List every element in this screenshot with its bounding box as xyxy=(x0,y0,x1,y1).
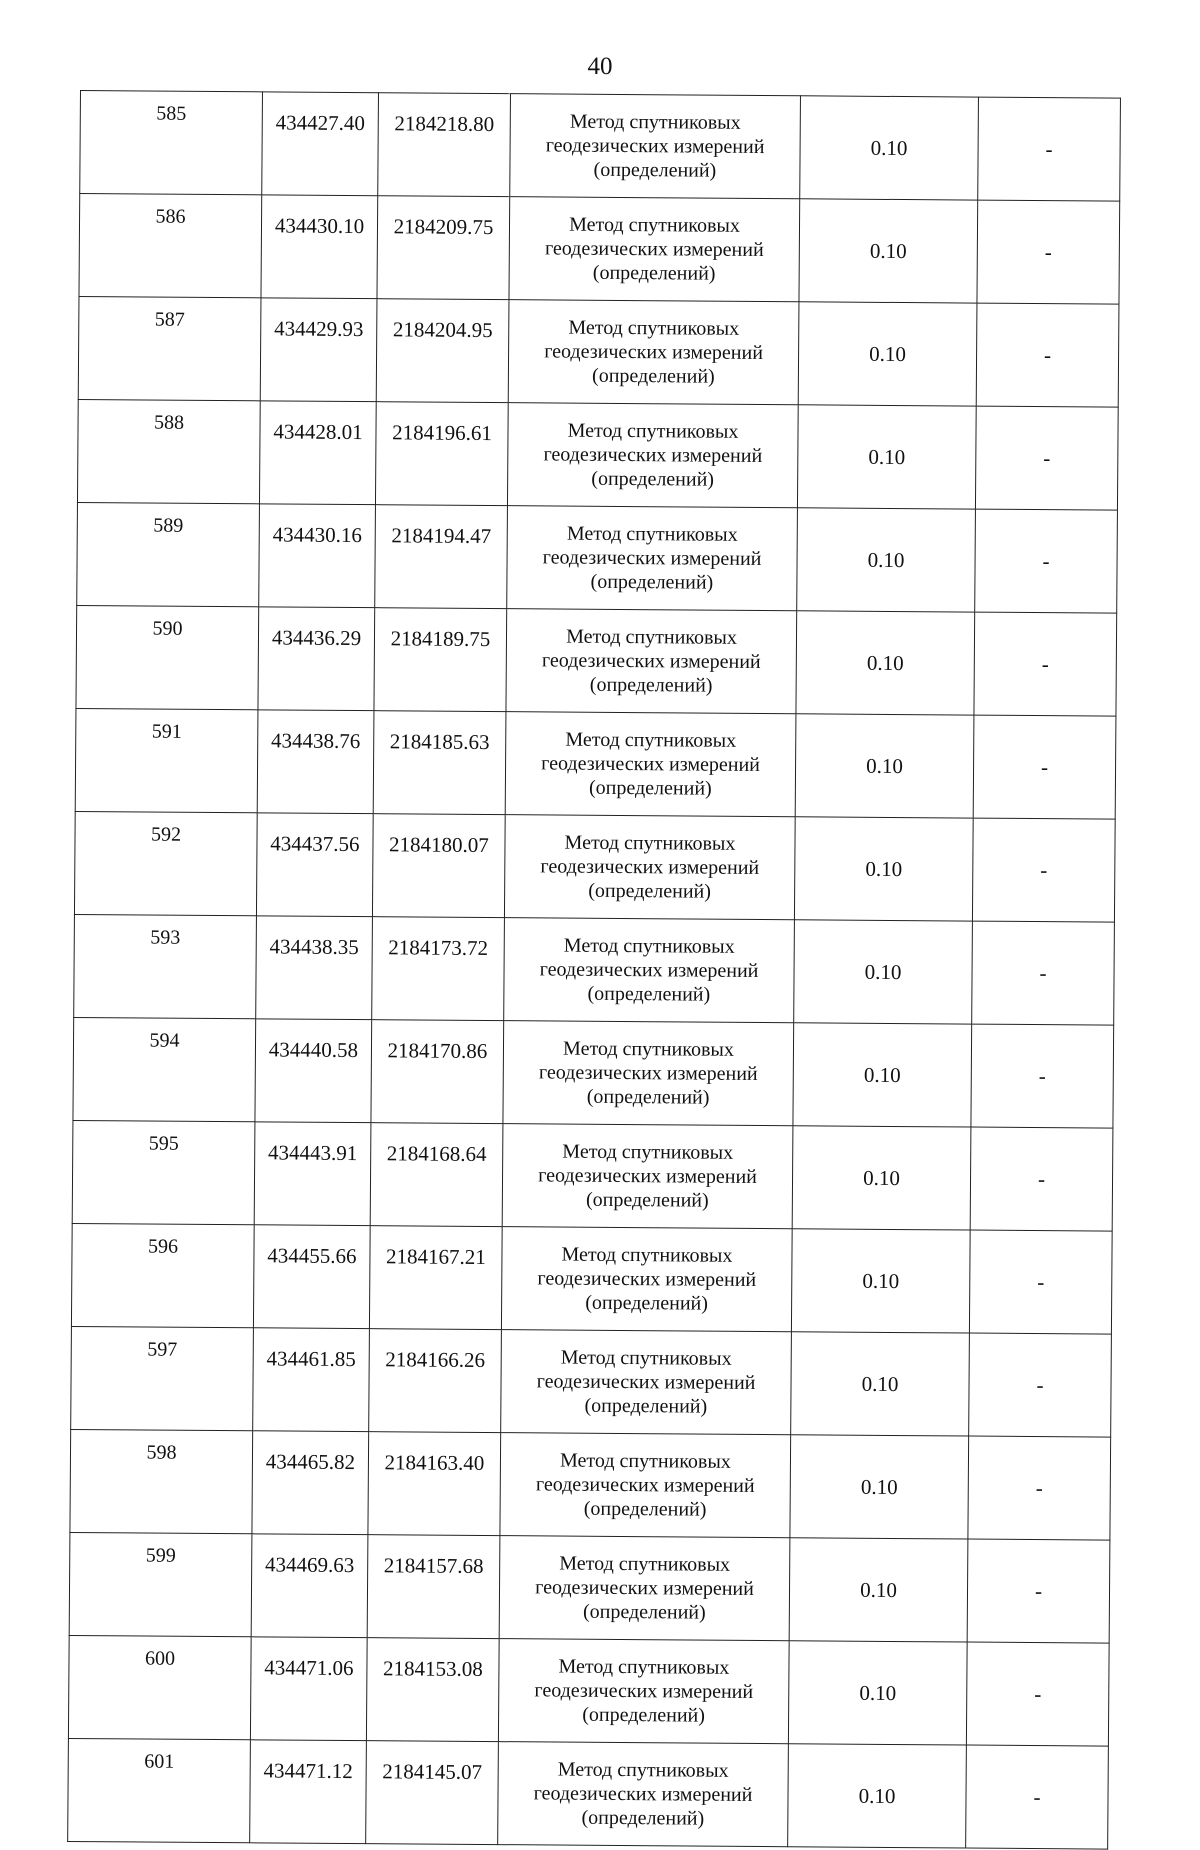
method-cell: Метод спутниковых геодезических измерений (определений) xyxy=(507,403,798,508)
accuracy-cell: 0.10 xyxy=(791,1332,970,1436)
description-cell: - xyxy=(974,612,1117,716)
x-coordinate-cell: 434471.06 xyxy=(250,1637,367,1741)
description-cell: - xyxy=(971,1024,1114,1128)
description-cell: - xyxy=(970,1127,1113,1231)
method-cell: Метод спутниковых геодезических измерений (определений) xyxy=(503,1021,794,1126)
method-cell: Метод спутниковых геодезических измерений (определений) xyxy=(506,609,797,714)
point-number-cell: 596 xyxy=(71,1223,254,1327)
accuracy-cell: 0.10 xyxy=(790,1435,969,1539)
table-row xyxy=(74,914,1115,1025)
y-coordinate-cell: 2184194.47 xyxy=(375,505,508,609)
method-cell: Метод спутниковых геодезических измерений (определений) xyxy=(501,1330,792,1435)
x-coordinate-cell: 434440.58 xyxy=(255,1019,372,1123)
y-coordinate-cell: 2184180.07 xyxy=(372,814,505,918)
y-coordinate-cell: 2184145.07 xyxy=(366,1741,499,1845)
point-number-cell: 585 xyxy=(80,91,263,195)
description-cell: - xyxy=(973,715,1116,819)
method-cell: Метод спутниковых геодезических измерений (определений) xyxy=(498,1742,789,1847)
point-number-cell: 593 xyxy=(74,914,257,1018)
y-coordinate-cell: 2184218.80 xyxy=(378,93,511,197)
point-number-cell: 599 xyxy=(69,1532,252,1636)
y-coordinate-cell: 2184173.72 xyxy=(372,917,505,1021)
x-coordinate-cell: 434436.29 xyxy=(258,607,375,711)
table-row xyxy=(68,1635,1109,1746)
x-coordinate-cell: 434438.76 xyxy=(257,710,374,814)
x-coordinate-cell: 434461.85 xyxy=(253,1328,370,1432)
x-coordinate-cell: 434430.10 xyxy=(261,195,378,299)
x-coordinate-cell: 434430.16 xyxy=(259,504,376,608)
point-number-cell: 589 xyxy=(77,502,260,606)
table-row xyxy=(71,1223,1112,1334)
x-coordinate-cell: 434427.40 xyxy=(262,92,379,196)
y-coordinate-cell: 2184170.86 xyxy=(371,1020,504,1124)
x-coordinate-cell: 434455.66 xyxy=(253,1225,370,1329)
accuracy-cell: 0.10 xyxy=(795,714,974,818)
y-coordinate-cell: 2184166.26 xyxy=(369,1329,502,1433)
point-number-cell: 597 xyxy=(71,1326,254,1430)
accuracy-cell: 0.10 xyxy=(788,1641,967,1745)
point-number-cell: 595 xyxy=(72,1120,255,1224)
x-coordinate-cell: 434469.63 xyxy=(251,1534,368,1638)
x-coordinate-cell: 434471.12 xyxy=(250,1740,367,1844)
accuracy-cell: 0.10 xyxy=(791,1229,970,1333)
description-cell: - xyxy=(969,1333,1112,1437)
table-row xyxy=(76,605,1117,716)
y-coordinate-cell: 2184153.08 xyxy=(366,1638,499,1742)
method-cell: Метод спутниковых геодезических измерений (определений) xyxy=(499,1536,790,1641)
description-cell: - xyxy=(978,97,1121,201)
point-number-cell: 590 xyxy=(76,605,259,709)
table-row xyxy=(77,502,1118,613)
table-row xyxy=(77,399,1118,510)
point-number-cell: 594 xyxy=(73,1017,256,1121)
y-coordinate-cell: 2184167.21 xyxy=(369,1226,502,1330)
y-coordinate-cell: 2184209.75 xyxy=(377,196,510,300)
accuracy-cell: 0.10 xyxy=(788,1744,967,1848)
accuracy-cell: 0.10 xyxy=(794,817,973,921)
table-row xyxy=(79,194,1120,305)
table-row xyxy=(68,1738,1109,1849)
point-number-cell: 586 xyxy=(79,194,262,298)
page-number: 40 xyxy=(587,53,613,80)
accuracy-cell: 0.10 xyxy=(792,1126,971,1230)
description-cell: - xyxy=(969,1230,1112,1334)
y-coordinate-cell: 2184157.68 xyxy=(367,1535,500,1639)
method-cell: Метод спутниковых геодезических измерений (определений) xyxy=(504,815,795,920)
y-coordinate-cell: 2184168.64 xyxy=(370,1123,503,1227)
x-coordinate-cell: 434465.82 xyxy=(252,1431,369,1535)
method-cell: Метод спутниковых геодезических измерений (определений) xyxy=(510,94,801,199)
accuracy-cell: 0.10 xyxy=(789,1538,968,1642)
method-cell: Метод спутниковых геодезических измерений (определений) xyxy=(501,1227,792,1332)
method-cell: Метод спутниковых геодезических измерений (определений) xyxy=(498,1639,789,1744)
y-coordinate-cell: 2184185.63 xyxy=(373,711,506,815)
coordinates-table xyxy=(67,90,1121,1850)
table-row xyxy=(80,91,1121,202)
table-row xyxy=(72,1120,1113,1231)
accuracy-cell: 0.10 xyxy=(796,611,975,715)
description-cell: - xyxy=(966,1642,1109,1746)
method-cell: Метод спутниковых геодезических измерений (определений) xyxy=(507,506,798,611)
method-cell: Метод спутниковых геодезических измерений (определений) xyxy=(509,197,800,302)
table-row xyxy=(71,1326,1112,1437)
y-coordinate-cell: 2184196.61 xyxy=(375,402,508,506)
description-cell: - xyxy=(977,200,1120,304)
method-cell: Метод спутниковых геодезических измерений (определений) xyxy=(508,300,799,405)
table-row xyxy=(78,296,1119,407)
description-cell: - xyxy=(972,921,1115,1025)
x-coordinate-cell: 434437.56 xyxy=(256,813,373,917)
description-cell: - xyxy=(967,1539,1110,1643)
description-cell: - xyxy=(976,303,1119,407)
accuracy-cell: 0.10 xyxy=(799,199,978,303)
y-coordinate-cell: 2184204.95 xyxy=(376,299,509,403)
table-row xyxy=(69,1532,1110,1643)
accuracy-cell: 0.10 xyxy=(800,96,979,200)
x-coordinate-cell: 434429.93 xyxy=(260,298,377,402)
table-row xyxy=(75,708,1116,819)
accuracy-cell: 0.10 xyxy=(797,508,976,612)
x-coordinate-cell: 434428.01 xyxy=(259,401,376,505)
point-number-cell: 588 xyxy=(77,399,260,503)
method-cell: Метод спутниковых геодезических измерений (определений) xyxy=(504,918,795,1023)
description-cell: - xyxy=(975,509,1118,613)
point-number-cell: 587 xyxy=(78,296,261,400)
description-cell: - xyxy=(968,1436,1111,1540)
y-coordinate-cell: 2184189.75 xyxy=(374,608,507,712)
point-number-cell: 598 xyxy=(70,1429,253,1533)
x-coordinate-cell: 434443.91 xyxy=(254,1122,371,1226)
description-cell: - xyxy=(966,1745,1109,1849)
y-coordinate-cell: 2184163.40 xyxy=(368,1432,501,1536)
table-row xyxy=(73,1017,1114,1128)
x-coordinate-cell: 434438.35 xyxy=(256,916,373,1020)
accuracy-cell: 0.10 xyxy=(798,302,977,406)
coordinates-table-body xyxy=(68,91,1121,1850)
point-number-cell: 591 xyxy=(75,708,258,812)
point-number-cell: 601 xyxy=(68,1738,251,1842)
table-row xyxy=(70,1429,1111,1540)
accuracy-cell: 0.10 xyxy=(793,1023,972,1127)
point-number-cell: 592 xyxy=(74,811,257,915)
description-cell: - xyxy=(975,406,1118,510)
accuracy-cell: 0.10 xyxy=(794,920,973,1024)
table-row xyxy=(74,811,1115,922)
method-cell: Метод спутниковых геодезических измерений (определений) xyxy=(505,712,796,817)
point-number-cell: 600 xyxy=(68,1635,251,1739)
method-cell: Метод спутниковых геодезических измерений (определений) xyxy=(502,1124,793,1229)
accuracy-cell: 0.10 xyxy=(797,405,976,509)
description-cell: - xyxy=(972,818,1115,922)
method-cell: Метод спутниковых геодезических измерений (определений) xyxy=(500,1433,791,1538)
